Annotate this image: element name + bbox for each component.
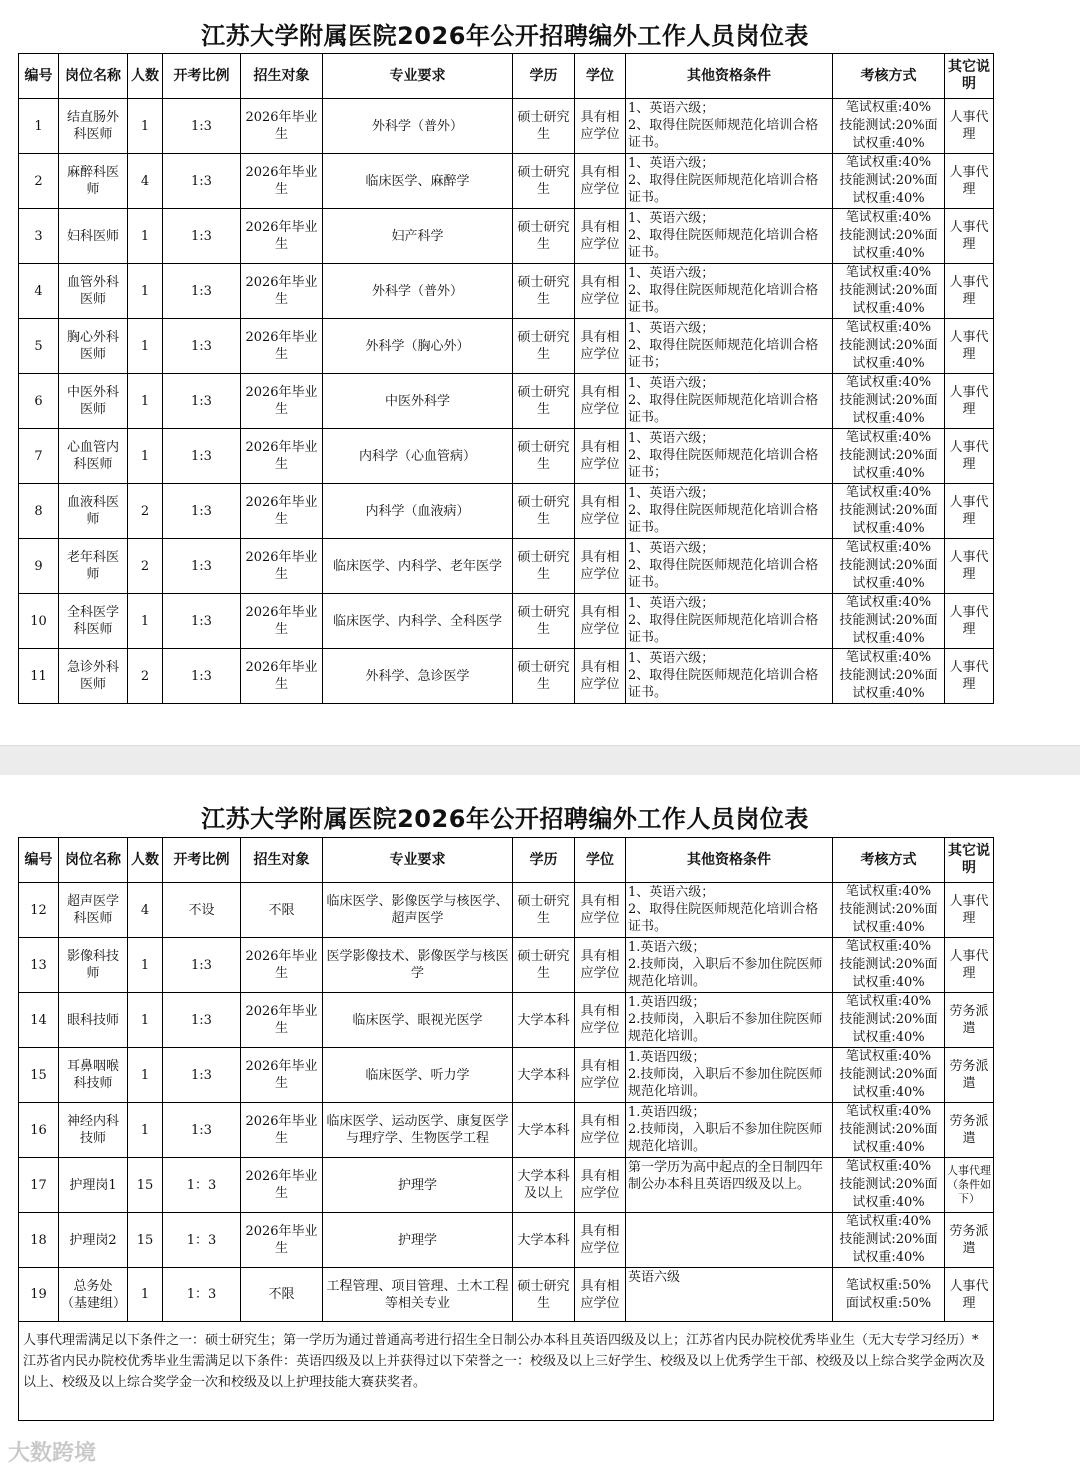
cell-qualifications xyxy=(626,1103,833,1158)
cell-qualifications xyxy=(626,1158,833,1213)
cell-degree: 具有相应学位 xyxy=(575,209,626,264)
header-major: 专业要求 xyxy=(323,54,513,99)
cell-qualifications xyxy=(626,374,833,429)
header-education: 学历 xyxy=(513,838,575,883)
cell-degree: 具有相应学位 xyxy=(575,993,626,1048)
cell-remark: 人事代理 xyxy=(945,594,994,649)
cell-education: 硕士研究生 xyxy=(513,594,575,649)
cell-qualifications xyxy=(626,1268,833,1322)
cell-major: 护理学 xyxy=(323,1158,513,1213)
cell-qualifications xyxy=(626,539,833,594)
header-remark: 其它说明 xyxy=(945,838,994,883)
table-row xyxy=(19,1158,994,1213)
cell-ratio: 1:3 xyxy=(163,209,241,264)
cell-assessment: 笔试权重:40% 技能测试:20%面试权重:40% xyxy=(833,264,945,319)
cell-count: 1 xyxy=(128,1268,163,1322)
cell-qualifications xyxy=(626,99,833,154)
cell-degree: 具有相应学位 xyxy=(575,154,626,209)
table-row xyxy=(19,1103,994,1158)
table-row xyxy=(19,374,994,429)
cell-target: 2026年毕业生 xyxy=(241,484,323,539)
header-row xyxy=(19,838,994,883)
cell-education: 大学本科及以上 xyxy=(513,1158,575,1213)
cell-major: 临床医学、影像医学与核医学、超声医学 xyxy=(323,883,513,938)
cell-remark: 人事代理 xyxy=(945,429,994,484)
cell-remark: 人事代理 xyxy=(945,154,994,209)
header-assessment: 考核方式 xyxy=(833,838,945,883)
cell-ratio: 1:3 xyxy=(163,1103,241,1158)
cell-assessment: 笔试权重:40% 技能测试:20%面试权重:40% xyxy=(833,938,945,993)
cell-major: 中医外科学 xyxy=(323,374,513,429)
cell-ratio: 1：3 xyxy=(163,1268,241,1322)
header-target: 招生对象 xyxy=(241,838,323,883)
cell-assessment: 笔试权重:50% 面试权重:50% xyxy=(833,1268,945,1322)
cell-id: 1 xyxy=(19,99,59,154)
cell-id: 16 xyxy=(19,1103,59,1158)
qualification-text: 1、英语六级； 2、取得住院医师规范化培训合格证书； xyxy=(628,431,819,480)
cell-education: 硕士研究生 xyxy=(513,99,575,154)
header-ratio: 开考比例 xyxy=(163,54,241,99)
cell-remark: 人事代理 xyxy=(945,938,994,993)
cell-remark: 劳务派遣 xyxy=(945,1048,994,1103)
qualification-text: 1、英语六级； 2、取得住院医师规范化培训合格证书。 xyxy=(628,211,819,260)
cell-qualifications xyxy=(626,938,833,993)
cell-count: 2 xyxy=(128,539,163,594)
qualification-text: 1.英语四级； 2.技师岗，入职后不参加住院医师规范化培训。 xyxy=(628,995,823,1044)
cell-major: 临床医学、内科学、老年医学 xyxy=(323,539,513,594)
cell-remark: 劳务派遣 xyxy=(945,1103,994,1158)
cell-major: 内科学（血液病） xyxy=(323,484,513,539)
cell-target: 2026年毕业生 xyxy=(241,594,323,649)
cell-education: 硕士研究生 xyxy=(513,374,575,429)
header-id: 编号 xyxy=(19,838,59,883)
qualification-text: 英语六级 xyxy=(628,1270,681,1285)
header-count: 人数 xyxy=(128,54,163,99)
cell-remark: 人事代理 xyxy=(945,374,994,429)
positions-table-1 xyxy=(18,53,994,704)
cell-target: 2026年毕业生 xyxy=(241,264,323,319)
cell-assessment: 笔试权重:40% 技能测试:20%面试权重:40% xyxy=(833,1103,945,1158)
cell-education: 硕士研究生 xyxy=(513,649,575,704)
cell-target: 2026年毕业生 xyxy=(241,319,323,374)
cell-major: 医学影像技术、影像医学与核医学 xyxy=(323,938,513,993)
table-row xyxy=(19,883,994,938)
cell-degree: 具有相应学位 xyxy=(575,374,626,429)
header-education: 学历 xyxy=(513,54,575,99)
cell-assessment: 笔试权重:40% 技能测试:20%面试权重:40% xyxy=(833,539,945,594)
table-row xyxy=(19,154,994,209)
cell-id: 8 xyxy=(19,484,59,539)
cell-ratio: 1：3 xyxy=(163,1213,241,1268)
header-major: 专业要求 xyxy=(323,838,513,883)
qualification-text: 1、英语六级； 2、取得住院医师规范化培训合格证书。 xyxy=(628,651,819,700)
qualification-text: 1、英语六级； 2、取得住院医师规范化培训合格证书。 xyxy=(628,376,819,425)
cell-id: 4 xyxy=(19,264,59,319)
cell-assessment: 笔试权重:40% 技能测试:20%面试权重:40% xyxy=(833,374,945,429)
table-row xyxy=(19,429,994,484)
cell-id: 3 xyxy=(19,209,59,264)
cell-assessment: 笔试权重:40% 技能测试:20%面试权重:40% xyxy=(833,319,945,374)
cell-target: 2026年毕业生 xyxy=(241,539,323,594)
cell-degree: 具有相应学位 xyxy=(575,1158,626,1213)
cell-target: 不限 xyxy=(241,1268,323,1322)
cell-count: 1 xyxy=(128,319,163,374)
cell-position: 超声医学科医师 xyxy=(59,883,128,938)
cell-education: 大学本科 xyxy=(513,993,575,1048)
cell-id: 19 xyxy=(19,1268,59,1322)
cell-target: 不限 xyxy=(241,883,323,938)
cell-count: 4 xyxy=(128,883,163,938)
cell-education: 硕士研究生 xyxy=(513,1268,575,1322)
cell-ratio: 1:3 xyxy=(163,429,241,484)
cell-assessment: 笔试权重:40% 技能测试:20%面试权重:40% xyxy=(833,883,945,938)
cell-education: 硕士研究生 xyxy=(513,319,575,374)
cell-count: 1 xyxy=(128,1048,163,1103)
cell-id: 10 xyxy=(19,594,59,649)
qualification-text: 1、英语六级； 2、取得住院医师规范化培训合格证书。 xyxy=(628,541,819,590)
page-title: 江苏大学附属医院2026年公开招聘编外工作人员岗位表 xyxy=(201,805,809,833)
cell-degree: 具有相应学位 xyxy=(575,1103,626,1158)
cell-target: 2026年毕业生 xyxy=(241,1103,323,1158)
cell-target: 2026年毕业生 xyxy=(241,429,323,484)
cell-remark: 人事代理 xyxy=(945,649,994,704)
table-row xyxy=(19,938,994,993)
header-position: 岗位名称 xyxy=(59,838,128,883)
cell-education: 硕士研究生 xyxy=(513,209,575,264)
cell-assessment: 笔试权重:40% 技能测试:20%面试权重:40% xyxy=(833,484,945,539)
cell-major: 外科学、急诊医学 xyxy=(323,649,513,704)
cell-position: 心血管内科医师 xyxy=(59,429,128,484)
cell-position: 影像科技师 xyxy=(59,938,128,993)
table-row xyxy=(19,539,994,594)
cell-id: 5 xyxy=(19,319,59,374)
watermark-logo: 大数跨境 xyxy=(8,1441,97,1466)
cell-ratio: 1:3 xyxy=(163,484,241,539)
cell-position: 神经内科技师 xyxy=(59,1103,128,1158)
cell-major: 妇产科学 xyxy=(323,209,513,264)
cell-id: 13 xyxy=(19,938,59,993)
cell-position: 眼科技师 xyxy=(59,993,128,1048)
footnote: 人事代理需满足以下条件之一：硕士研究生；第一学历为通过普通高考进行招生全日制公办本科且英语四级及以上；江苏省内民办院校优秀毕业生（无大专学习经历）* 江苏省内民办院校优秀毕业生需满足以下条件：英语四级及以上并获得过以下荣誉之一：校级及以上三好学生、校级及以上优秀学生干部、校级及以上综合奖学金两次及以上、校级及以上综合奖学金一次和校级及以上护理技能大赛获奖者。 xyxy=(19,1322,994,1421)
cell-remark: 人事代理 xyxy=(945,264,994,319)
qualification-text: 1、英语六级； 2、取得住院医师规范化培训合格证书。 xyxy=(628,885,819,934)
header-degree: 学位 xyxy=(575,54,626,99)
cell-count: 1 xyxy=(128,938,163,993)
cell-education: 硕士研究生 xyxy=(513,484,575,539)
header-qualifications: 其他资格条件 xyxy=(626,54,833,99)
cell-position: 总务处（基建组） xyxy=(59,1268,128,1322)
cell-position: 血管外科医师 xyxy=(59,264,128,319)
header-ratio: 开考比例 xyxy=(163,838,241,883)
cell-count: 15 xyxy=(128,1213,163,1268)
table-row xyxy=(19,993,994,1048)
cell-count: 1 xyxy=(128,374,163,429)
cell-degree: 具有相应学位 xyxy=(575,594,626,649)
cell-target: 2026年毕业生 xyxy=(241,1213,323,1268)
table-row xyxy=(19,99,994,154)
note-row xyxy=(19,1322,994,1421)
page-title: 江苏大学附属医院2026年公开招聘编外工作人员岗位表 xyxy=(201,22,809,50)
cell-ratio: 1:3 xyxy=(163,594,241,649)
cell-ratio: 不设 xyxy=(163,883,241,938)
cell-count: 2 xyxy=(128,484,163,539)
cell-position: 麻醉科医师 xyxy=(59,154,128,209)
cell-remark: 人事代理 xyxy=(945,319,994,374)
cell-education: 硕士研究生 xyxy=(513,938,575,993)
qualification-text: 1、英语六级； 2、取得住院医师规范化培训合格证书； xyxy=(628,321,819,370)
cell-id: 7 xyxy=(19,429,59,484)
cell-qualifications xyxy=(626,1048,833,1103)
cell-major: 外科学（胸心外） xyxy=(323,319,513,374)
cell-major: 临床医学、内科学、全科医学 xyxy=(323,594,513,649)
cell-assessment: 笔试权重:40% 技能测试:20%面试权重:40% xyxy=(833,99,945,154)
cell-target: 2026年毕业生 xyxy=(241,1158,323,1213)
cell-ratio: 1:3 xyxy=(163,374,241,429)
cell-degree: 具有相应学位 xyxy=(575,264,626,319)
qualification-text: 1、英语六级； 2、取得住院医师规范化培训合格证书。 xyxy=(628,156,819,205)
cell-id: 12 xyxy=(19,883,59,938)
cell-position: 全科医学科医师 xyxy=(59,594,128,649)
cell-major: 临床医学、麻醉学 xyxy=(323,154,513,209)
page-separator xyxy=(0,745,1080,777)
cell-qualifications xyxy=(626,154,833,209)
cell-degree: 具有相应学位 xyxy=(575,883,626,938)
cell-count: 1 xyxy=(128,99,163,154)
cell-id: 15 xyxy=(19,1048,59,1103)
cell-degree: 具有相应学位 xyxy=(575,938,626,993)
cell-degree: 具有相应学位 xyxy=(575,319,626,374)
cell-education: 硕士研究生 xyxy=(513,883,575,938)
positions-table-2 xyxy=(18,837,994,1421)
cell-position: 护理岗2 xyxy=(59,1213,128,1268)
cell-major: 外科学（普外） xyxy=(323,99,513,154)
cell-assessment: 笔试权重:40% 技能测试:20%面试权重:40% xyxy=(833,1048,945,1103)
cell-id: 9 xyxy=(19,539,59,594)
header-qualifications: 其他资格条件 xyxy=(626,838,833,883)
cell-degree: 具有相应学位 xyxy=(575,1268,626,1322)
cell-count: 2 xyxy=(128,649,163,704)
header-remark: 其它说明 xyxy=(945,54,994,99)
cell-education: 硕士研究生 xyxy=(513,154,575,209)
cell-ratio: 1:3 xyxy=(163,264,241,319)
cell-target: 2026年毕业生 xyxy=(241,154,323,209)
qualification-text: 1、英语六级； 2、取得住院医师规范化培训合格证书。 xyxy=(628,596,819,645)
cell-count: 1 xyxy=(128,429,163,484)
cell-degree: 具有相应学位 xyxy=(575,99,626,154)
cell-degree: 具有相应学位 xyxy=(575,539,626,594)
cell-assessment: 笔试权重:40% 技能测试:20%面试权重:40% xyxy=(833,1213,945,1268)
cell-count: 1 xyxy=(128,594,163,649)
cell-ratio: 1:3 xyxy=(163,649,241,704)
cell-assessment: 笔试权重:40% 技能测试:20%面试权重:40% xyxy=(833,649,945,704)
cell-remark: 人事代理 xyxy=(945,99,994,154)
qualification-text: 1.英语六级； 2.技师岗，入职后不参加住院医师规范化培训。 xyxy=(628,940,823,989)
cell-count: 4 xyxy=(128,154,163,209)
cell-remark: 人事代理 xyxy=(945,883,994,938)
cell-position: 妇科医师 xyxy=(59,209,128,264)
cell-target: 2026年毕业生 xyxy=(241,993,323,1048)
cell-ratio: 1:3 xyxy=(163,938,241,993)
cell-position: 胸心外科医师 xyxy=(59,319,128,374)
cell-degree: 具有相应学位 xyxy=(575,649,626,704)
qualification-text: 1.英语四级； 2.技师岗，入职后不参加住院医师规范化培训。 xyxy=(628,1105,823,1154)
table-row xyxy=(19,1048,994,1103)
table-row xyxy=(19,264,994,319)
cell-education: 大学本科 xyxy=(513,1048,575,1103)
cell-education: 硕士研究生 xyxy=(513,539,575,594)
cell-target: 2026年毕业生 xyxy=(241,649,323,704)
qualification-text: 1、英语六级； 2、取得住院医师规范化培训合格证书。 xyxy=(628,266,819,315)
cell-remark: 人事代理 xyxy=(945,539,994,594)
cell-position: 耳鼻咽喉科技师 xyxy=(59,1048,128,1103)
cell-education: 硕士研究生 xyxy=(513,429,575,484)
qualification-text: 1、英语六级； 2、取得住院医师规范化培训合格证书。 xyxy=(628,101,819,150)
cell-degree: 具有相应学位 xyxy=(575,429,626,484)
header-count: 人数 xyxy=(128,838,163,883)
cell-id: 18 xyxy=(19,1213,59,1268)
cell-degree: 具有相应学位 xyxy=(575,484,626,539)
table-row xyxy=(19,594,994,649)
cell-assessment: 笔试权重:40% 技能测试:20%面试权重:40% xyxy=(833,594,945,649)
header-position: 岗位名称 xyxy=(59,54,128,99)
header-row xyxy=(19,54,994,99)
cell-target: 2026年毕业生 xyxy=(241,1048,323,1103)
cell-assessment: 笔试权重:40% 技能测试:20%面试权重:40% xyxy=(833,993,945,1048)
cell-major: 临床医学、运动医学、康复医学与理疗学、生物医学工程 xyxy=(323,1103,513,1158)
cell-qualifications xyxy=(626,1213,833,1268)
page-2 xyxy=(0,775,1080,1471)
cell-count: 15 xyxy=(128,1158,163,1213)
qualification-text: 1、英语六级； 2、取得住院医师规范化培训合格证书。 xyxy=(628,486,819,535)
cell-id: 6 xyxy=(19,374,59,429)
cell-remark: 劳务派遣 xyxy=(945,1213,994,1268)
cell-major: 护理学 xyxy=(323,1213,513,1268)
header-assessment: 考核方式 xyxy=(833,54,945,99)
cell-target: 2026年毕业生 xyxy=(241,99,323,154)
cell-remark: 人事代理 xyxy=(945,209,994,264)
cell-qualifications xyxy=(626,264,833,319)
cell-qualifications xyxy=(626,429,833,484)
cell-education: 大学本科 xyxy=(513,1103,575,1158)
cell-qualifications xyxy=(626,594,833,649)
cell-major: 外科学（普外） xyxy=(323,264,513,319)
cell-ratio: 1:3 xyxy=(163,154,241,209)
table-row xyxy=(19,319,994,374)
cell-qualifications xyxy=(626,319,833,374)
cell-degree: 具有相应学位 xyxy=(575,1048,626,1103)
cell-target: 2026年毕业生 xyxy=(241,374,323,429)
cell-id: 2 xyxy=(19,154,59,209)
cell-assessment: 笔试权重:40% 技能测试:20%面试权重:40% xyxy=(833,209,945,264)
qualification-text: 第一学历为高中起点的全日制四年制公办本科且英语四级及以上。 xyxy=(628,1160,824,1192)
cell-remark: 人事代理（条件如下） xyxy=(945,1158,994,1213)
cell-target: 2026年毕业生 xyxy=(241,938,323,993)
cell-count: 1 xyxy=(128,209,163,264)
cell-qualifications xyxy=(626,484,833,539)
cell-education: 大学本科 xyxy=(513,1213,575,1268)
cell-target: 2026年毕业生 xyxy=(241,209,323,264)
cell-count: 1 xyxy=(128,1103,163,1158)
cell-ratio: 1:3 xyxy=(163,1048,241,1103)
cell-ratio: 1:3 xyxy=(163,993,241,1048)
table-row xyxy=(19,209,994,264)
cell-qualifications xyxy=(626,883,833,938)
cell-remark: 人事代理 xyxy=(945,484,994,539)
cell-qualifications xyxy=(626,209,833,264)
cell-assessment: 笔试权重:40% 技能测试:20%面试权重:40% xyxy=(833,429,945,484)
cell-degree: 具有相应学位 xyxy=(575,1213,626,1268)
cell-qualifications xyxy=(626,993,833,1048)
cell-position: 急诊外科医师 xyxy=(59,649,128,704)
cell-position: 血液科医师 xyxy=(59,484,128,539)
cell-qualifications xyxy=(626,649,833,704)
header-id: 编号 xyxy=(19,54,59,99)
table-row xyxy=(19,1213,994,1268)
cell-position: 中医外科医师 xyxy=(59,374,128,429)
cell-position: 结直肠外科医师 xyxy=(59,99,128,154)
table-row xyxy=(19,649,994,704)
header-degree: 学位 xyxy=(575,838,626,883)
cell-id: 14 xyxy=(19,993,59,1048)
cell-id: 17 xyxy=(19,1158,59,1213)
cell-remark: 人事代理 xyxy=(945,1268,994,1322)
table-row xyxy=(19,1268,994,1322)
cell-ratio: 1：3 xyxy=(163,1158,241,1213)
cell-count: 1 xyxy=(128,264,163,319)
cell-major: 临床医学、眼视光医学 xyxy=(323,993,513,1048)
cell-education: 硕士研究生 xyxy=(513,264,575,319)
cell-id: 11 xyxy=(19,649,59,704)
cell-remark: 劳务派遣 xyxy=(945,993,994,1048)
cell-major: 工程管理、项目管理、土木工程等相关专业 xyxy=(323,1268,513,1322)
cell-assessment: 笔试权重:40% 技能测试:20%面试权重:40% xyxy=(833,154,945,209)
cell-major: 临床医学、听力学 xyxy=(323,1048,513,1103)
cell-ratio: 1:3 xyxy=(163,319,241,374)
cell-ratio: 1:3 xyxy=(163,539,241,594)
table-row xyxy=(19,484,994,539)
header-target: 招生对象 xyxy=(241,54,323,99)
qualification-text: 1.英语四级； 2.技师岗，入职后不参加住院医师规范化培训。 xyxy=(628,1050,823,1099)
cell-major: 内科学（心血管病） xyxy=(323,429,513,484)
cell-position: 护理岗1 xyxy=(59,1158,128,1213)
cell-count: 1 xyxy=(128,993,163,1048)
cell-ratio: 1:3 xyxy=(163,99,241,154)
cell-assessment: 笔试权重:40% 技能测试:20%面试权重:40% xyxy=(833,1158,945,1213)
cell-position: 老年科医师 xyxy=(59,539,128,594)
